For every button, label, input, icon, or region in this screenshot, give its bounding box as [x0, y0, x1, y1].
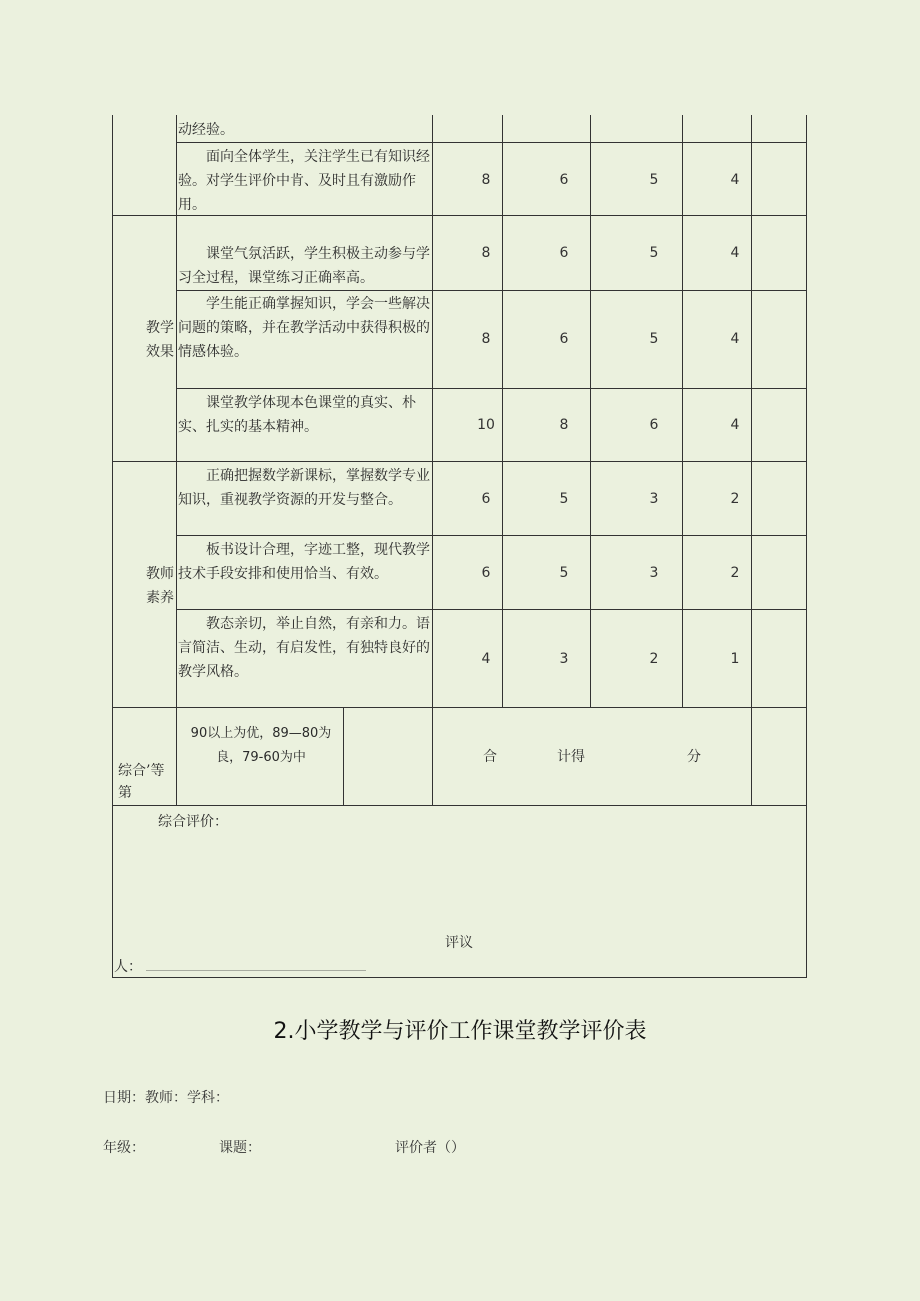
score-excellent: 6 — [481, 565, 491, 581]
score-low: 2 — [730, 565, 740, 581]
score-low: 1 — [730, 651, 740, 667]
reviewer-signature-line: ________________________________________ — [146, 958, 366, 971]
date-teacher-subject-line: 日期：教师：学科： — [103, 1090, 229, 1106]
criterion-text: 课堂气氛活跃，学生积极主动参与学习全过程，课堂练习正确率高。 — [178, 246, 430, 286]
comment-label: 综合评价： — [158, 814, 228, 830]
category-label: 教学效果 — [146, 320, 174, 360]
table-column-divider — [343, 708, 344, 806]
table-border-left — [112, 115, 113, 978]
reviewer-label-a: 评议 — [445, 935, 473, 951]
score-excellent: 4 — [481, 651, 491, 667]
category-label: 教师素养 — [146, 566, 174, 606]
score-good: 3 — [559, 651, 569, 667]
table-column-divider — [502, 115, 503, 708]
criterion-text: 教态亲切，举止自然，有亲和力。语言简洁、生动，有启发性，有独特良好的教学风格。 — [178, 616, 430, 680]
total-label-ji: 计得 — [557, 749, 585, 765]
summary-label: 综合’等第 — [118, 763, 165, 801]
row-divider — [176, 609, 807, 610]
criterion-text: 板书设计合理，字迹工整，现代教学技术手段安排和使用恰当、有效。 — [178, 542, 430, 582]
total-label-he: 合 — [483, 749, 497, 765]
table-column-divider — [590, 115, 591, 708]
score-low: 2 — [730, 491, 740, 507]
total-label-fen: 分 — [687, 749, 701, 765]
score-pass: 5 — [649, 331, 659, 347]
row-divider — [112, 707, 807, 708]
table-border-right — [806, 115, 807, 978]
row-divider — [176, 290, 807, 291]
score-excellent: 10 — [477, 417, 495, 433]
score-pass: 3 — [649, 491, 659, 507]
row-divider — [112, 805, 807, 806]
score-pass: 5 — [649, 245, 659, 261]
criterion-text: 学生能正确掌握知识，学会一些解决问题的策略，并在教学活动中获得积极的情感体验。 — [178, 296, 430, 360]
score-low: 4 — [730, 331, 740, 347]
reviewer-label-b: 人： — [114, 959, 142, 975]
criterion-text: 面向全体学生，关注学生已有知识经验。对学生评价中肯、及时且有激励作用。 — [178, 149, 430, 213]
score-good: 6 — [559, 331, 569, 347]
table-border-bottom — [112, 977, 807, 978]
topic-label: 课题： — [219, 1140, 261, 1156]
evaluator-label: 评价者（） — [395, 1140, 465, 1156]
criterion-text: 动经验。 — [178, 122, 234, 138]
score-pass: 2 — [649, 651, 659, 667]
criterion-text: 课堂教学体现本色课堂的真实、朴实、扎实的基本精神。 — [178, 395, 416, 435]
score-low: 4 — [730, 417, 740, 433]
score-pass: 6 — [649, 417, 659, 433]
score-pass: 3 — [649, 565, 659, 581]
score-excellent: 8 — [481, 331, 491, 347]
table-column-divider — [682, 115, 683, 708]
score-pass: 5 — [649, 172, 659, 188]
score-good: 5 — [559, 491, 569, 507]
grade-label: 年级： — [103, 1140, 145, 1156]
score-good: 5 — [559, 565, 569, 581]
score-good: 6 — [559, 245, 569, 261]
score-low: 4 — [730, 172, 740, 188]
score-low: 4 — [730, 245, 740, 261]
row-divider — [112, 461, 807, 462]
row-divider — [176, 142, 807, 143]
score-good: 8 — [559, 417, 569, 433]
score-excellent: 8 — [481, 245, 491, 261]
score-good: 6 — [559, 172, 569, 188]
score-excellent: 8 — [481, 172, 491, 188]
grading-scale: 90以上为优，89—80为良，79-60为中 — [190, 726, 332, 765]
score-excellent: 6 — [481, 491, 491, 507]
form-title: 2.小学教学与评价工作课堂教学评价表 — [273, 1019, 647, 1044]
row-divider — [176, 535, 807, 536]
row-divider — [176, 388, 807, 389]
criterion-text: 正确把握数学新课标，掌握数学专业知识，重视教学资源的开发与整合。 — [178, 468, 430, 508]
